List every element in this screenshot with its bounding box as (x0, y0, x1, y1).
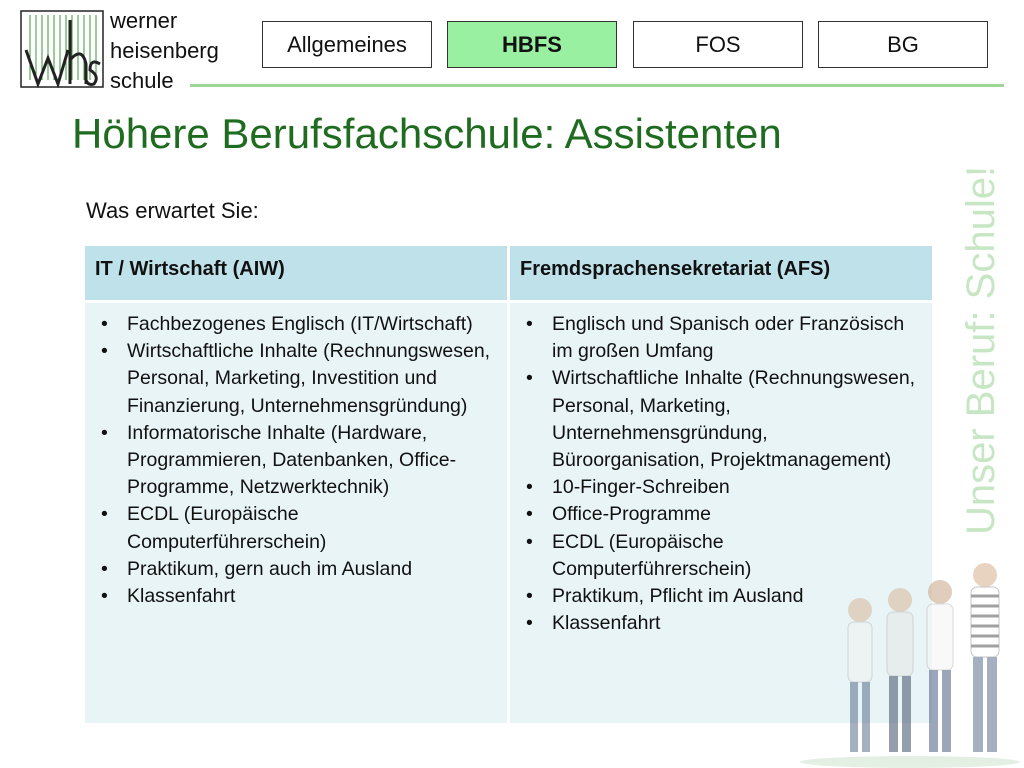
slogan: Unser Beruf: Schule! (959, 165, 1003, 535)
header-divider (190, 84, 1004, 87)
list-item: • Informatorische Inhalte (Hardware, Programmieren, Datenbanken, Office-Programme, Netzwerktechnik) (95, 420, 497, 502)
list-item: • 10-Finger-Schreiben (520, 474, 922, 501)
list-item: • Englisch und Spanisch oder Französisch im großen Umfang (520, 311, 922, 365)
tab-bg[interactable]: BG (818, 21, 988, 68)
list-item: • Praktikum, Pflicht im Ausland (520, 583, 922, 610)
aiw-list (95, 311, 497, 610)
list-item: • ECDL (Europäische Computerführerschein) (95, 501, 497, 555)
list-item: • Wirtschaftliche Inhalte (Rechnungswesen, Personal, Marketing, Unternehmensgründung, Büroorganisation, Projektmanagement) (520, 365, 922, 474)
list-item: • Klassenfahrt (520, 610, 922, 637)
school-name-line-2: heisenberg (110, 38, 219, 63)
school-name-line-3: schule (110, 68, 174, 93)
whs-logo-icon (20, 10, 104, 88)
list-item: • Praktikum, gern auch im Ausland (95, 556, 497, 583)
list-item: • Wirtschaftliche Inhalte (Rechnungswesen, Personal, Marketing, Investition und Finanzierung, Unternehmensgründung) (95, 338, 497, 420)
column-header-afs: Fremdsprachensekretariat (AFS) (510, 246, 932, 300)
school-logo (20, 10, 250, 92)
tab-fos[interactable]: FOS (633, 21, 803, 68)
list-item: • ECDL (Europäische Computerführerschein) (520, 529, 922, 583)
column-body-aiw (85, 303, 507, 723)
tab-allgemeines[interactable]: Allgemeines (262, 21, 432, 68)
column-header-aiw: IT / Wirtschaft (AIW) (85, 246, 507, 300)
school-name-line-1: werner (110, 8, 178, 33)
list-item: • Office-Programme (520, 501, 922, 528)
tab-hbfs[interactable]: HBFS (447, 21, 617, 68)
intro-text: Was erwartet Sie: (86, 198, 259, 223)
list-item: • Klassenfahrt (95, 583, 497, 610)
list-item: • Fachbezogenes Englisch (IT/Wirtschaft) (95, 311, 497, 338)
school-name (110, 6, 219, 96)
page-title: Höhere Berufsfachschule: Assistenten (72, 110, 782, 157)
students-illustration (790, 540, 1024, 768)
